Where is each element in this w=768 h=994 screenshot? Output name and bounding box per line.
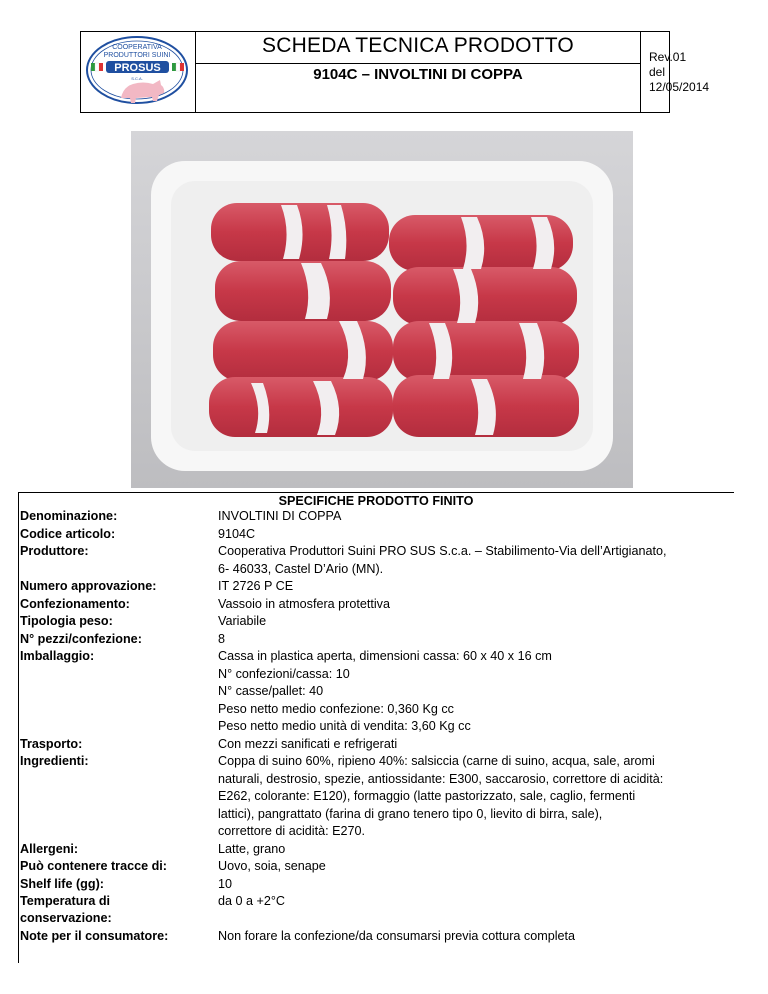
spec-value (218, 648, 734, 736)
spec-value (218, 876, 734, 894)
spec-label-text: Shelf life (gg): (20, 876, 104, 891)
spec-row (18, 543, 734, 578)
spec-value-line: IT 2726 P CE (218, 579, 294, 593)
spec-label (20, 648, 220, 665)
logo-cell (81, 32, 196, 112)
spec-value-line: Variabile (218, 614, 267, 628)
spec-row (18, 508, 734, 526)
spec-label (20, 526, 220, 543)
logo-suffix: S.C.A. (131, 76, 143, 81)
revision-number: Rev.01 (649, 50, 687, 64)
document-header (80, 31, 710, 113)
logo-brand: PROSUS (114, 62, 161, 74)
spec-label-text-2: conservazione: (20, 911, 112, 925)
spec-value-line: Uovo, soia, senape (218, 859, 326, 873)
spec-label (20, 508, 220, 525)
title-divider (196, 63, 640, 64)
spec-value-line: 10 (218, 876, 233, 891)
spec-row (18, 578, 734, 596)
spec-value-line: da 0 a +2°C (218, 894, 286, 908)
spec-label (20, 928, 220, 945)
spec-value (218, 508, 734, 526)
spec-rows (18, 508, 734, 946)
spec-row (18, 841, 734, 859)
spec-value-line: Con mezzi sanificati e refrigerati (218, 736, 398, 751)
prosus-logo (81, 32, 194, 112)
document-title: SCHEDA TECNICA PRODOTTO (262, 34, 574, 57)
revision-date: del 12/05/2014 (649, 65, 710, 94)
spec-value-line: Latte, grano (218, 841, 286, 856)
spec-value (218, 613, 734, 631)
spec-value (218, 578, 734, 596)
spec-label-text: Può contenere tracce di: (20, 859, 167, 873)
spec-value (218, 596, 734, 614)
spec-value (218, 736, 734, 754)
spec-label-text: Produttore: (20, 544, 89, 558)
revision-info (649, 50, 709, 95)
spec-label-text: Ingredienti: (20, 754, 89, 768)
logo-text-line2: PRODUTTORI SUINI (103, 52, 171, 59)
spec-row (18, 736, 734, 754)
spec-label-text: Note per il consumatore: (20, 929, 169, 943)
spec-value (218, 858, 734, 876)
spec-row (18, 893, 734, 928)
spec-row (18, 858, 734, 876)
spec-value (218, 753, 734, 841)
spec-value-line: lattici), pangrattato (farina di grano tenero tipo 0, lievito di birra, sale), (218, 806, 603, 821)
spec-value-line: INVOLTINI DI COPPA (218, 509, 342, 523)
spec-label (20, 876, 220, 893)
spec-value-line: naturali, destrosio, spezie, antiossidante: E300, saccarosio, correttore di acidità: (218, 771, 664, 786)
spec-value-line: 6- 46033, Castel D’Ario (MN). (218, 561, 384, 576)
spec-row (18, 928, 734, 946)
spec-value (218, 526, 734, 544)
spec-label (20, 631, 220, 648)
rolls-left (209, 203, 393, 437)
title-cell (196, 32, 641, 112)
spec-value-line: E262, colorante: E120), formaggio (latte pastorizzato, sale, caglio, fermenti (218, 789, 636, 803)
spec-label-text: Temperatura di (20, 894, 111, 908)
spec-value (218, 841, 734, 859)
spec-value-line: Non forare la confezione/da consumarsi previa cottura completa (218, 929, 576, 943)
spec-label-text: Denominazione: (20, 509, 118, 523)
spec-label (20, 578, 220, 595)
spec-row (18, 526, 734, 544)
spec-label (20, 753, 220, 770)
spec-label (20, 841, 220, 858)
spec-label-text: Allergeni: (20, 841, 79, 856)
spec-row (18, 876, 734, 894)
spec-value-line: N° casse/pallet: 40 (218, 684, 324, 698)
product-photo-graphic (131, 131, 633, 488)
product-photo (131, 131, 633, 488)
rolls-right (389, 215, 579, 437)
spec-row (18, 596, 734, 614)
spec-heading: SPECIFICHE PRODOTTO FINITO (278, 494, 474, 508)
spec-value-line: Peso netto medio unità di vendita: 3,60 Kg cc (218, 719, 471, 733)
spec-label-text: N° pezzi/confezione: (20, 631, 142, 646)
spec-label (20, 596, 220, 613)
spec-value-line: N° confezioni/cassa: 10 (218, 666, 350, 681)
spec-label (20, 543, 220, 560)
spec-value-spacer (218, 911, 734, 929)
spec-label-text: Trasporto: (20, 736, 83, 751)
spec-value-line: Peso netto medio confezione: 0,360 Kg cc (218, 701, 454, 716)
document-subtitle: 9104C – INVOLTINI DI COPPA (313, 66, 523, 83)
spec-label (20, 858, 220, 875)
spec-value-line: Cooperativa Produttori Suini PRO SUS S.c.a. – Stabilimento-Via dell’Artigianato, (218, 544, 667, 558)
spec-value-line: Coppa di suino 60%, ripieno 40%: salsiccia (carne di suino, acqua, sale, aromi (218, 754, 655, 768)
spec-value-line: 9104C (218, 526, 256, 541)
spec-label-text: Tipologia peso: (20, 614, 113, 628)
spec-value-line: Vassoio in atmosfera protettiva (218, 596, 390, 611)
spec-value (218, 893, 734, 928)
spec-row (18, 631, 734, 649)
spec-row (18, 648, 734, 736)
spec-row (18, 613, 734, 631)
spec-label-text: Numero approvazione: (20, 579, 157, 593)
spec-value (218, 928, 734, 946)
spec-value-line: correttore di acidità: E270. (218, 824, 366, 838)
spec-label-text: Confezionamento: (20, 596, 130, 611)
spec-value-line: Cassa in plastica aperta, dimensioni cassa: 60 x 40 x 16 cm (218, 649, 552, 663)
logo-text-line1: COOPERATIVA (112, 44, 162, 51)
spec-value (218, 543, 734, 578)
spec-label-text: Imballaggio: (20, 649, 95, 663)
spec-label (20, 613, 220, 630)
spec-label (20, 893, 220, 927)
spec-label-text: Codice articolo: (20, 526, 116, 541)
spec-label (20, 736, 220, 753)
spec-value (218, 631, 734, 649)
spec-value-line: 8 (218, 631, 226, 646)
spec-row (18, 753, 734, 841)
spec-table (18, 492, 734, 946)
